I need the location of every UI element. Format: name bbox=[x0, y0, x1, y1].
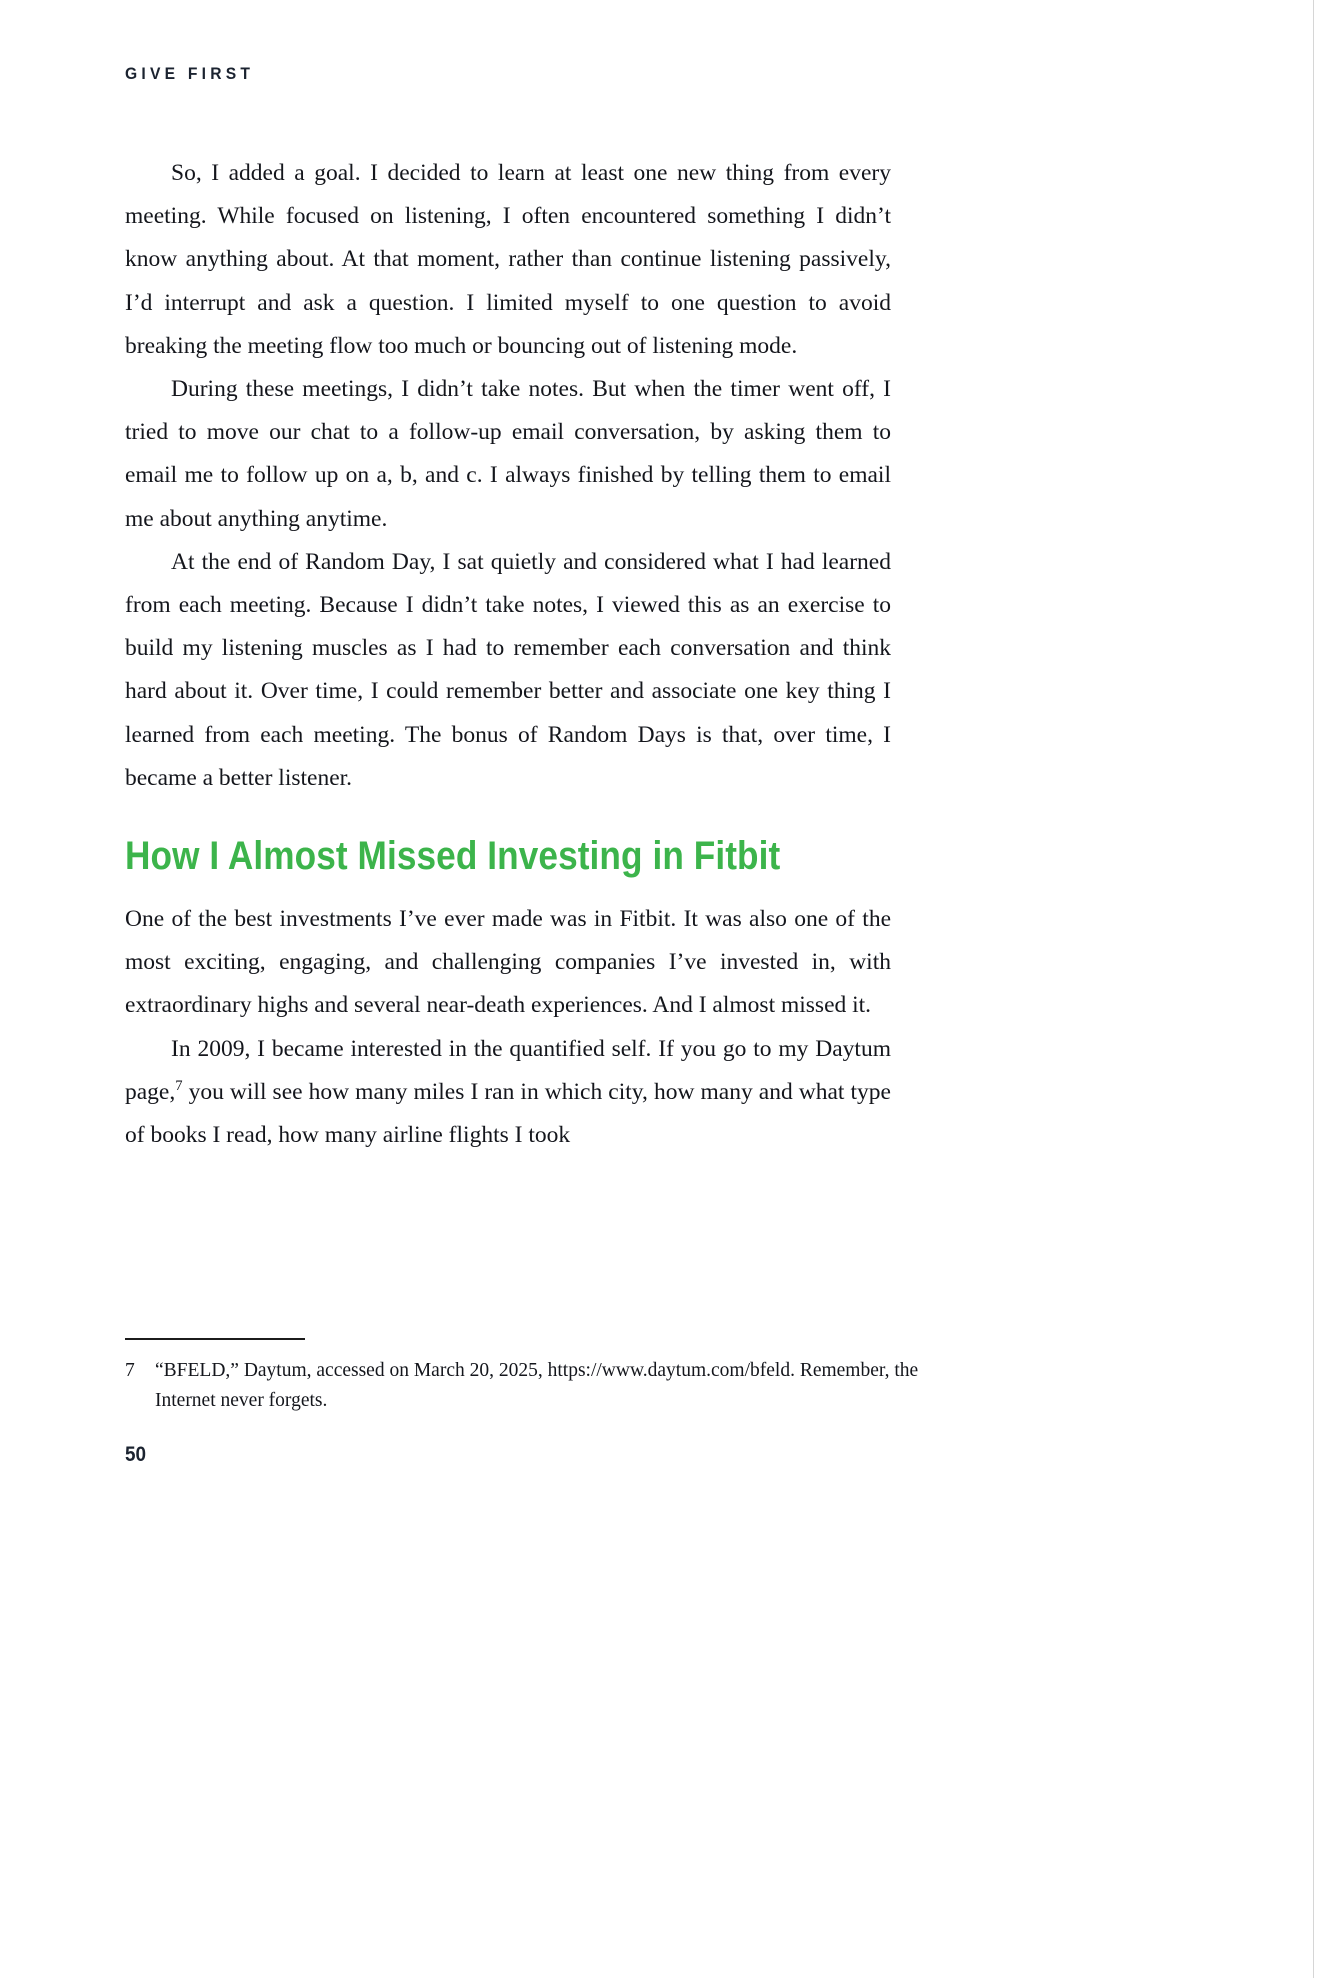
body-paragraph: So, I added a goal. I decided to learn at least one new thing from every meeting. While focused on listening, I often encountered something I didn’t know anything about. At that moment, rather than continue listening passively, I’d interrupt and ask a question. I limited myself to one question to avoid breaking the meeting flow too much or bouncing out of listening mode. bbox=[125, 160, 891, 359]
paragraph-text-after-footnote-ref: you will see how many miles I ran in which city, how many and what type of books I read, how many airline flights I took bbox=[125, 1078, 891, 1149]
footnote-separator-rule bbox=[125, 1338, 305, 1340]
body-paragraph: During these meetings, I didn’t take notes. But when the timer went off, I tried to move our chat to a follow-up email conversation, by asking them to email me to follow up on a, b, and c. I always finished by telling them to email me about anything anytime. bbox=[125, 376, 891, 532]
text-column bbox=[125, 152, 891, 1157]
section-heading-block bbox=[125, 800, 891, 898]
body-paragraph: At the end of Random Day, I sat quietly and considered what I had learned from each meeting. Because I didn’t take notes, I viewed this as an exercise to build my listening muscles as I had to remember each conversation and think hard about it. Over time, I could remember better and associate one key thing I learned from each meeting. The bonus of Random Days is that, over time, I became a better listener. bbox=[125, 548, 891, 791]
footnote-item bbox=[125, 1356, 1025, 1416]
running-head: GIVE FIRST bbox=[125, 64, 255, 83]
footnote-reference-marker[interactable]: 7 bbox=[175, 1078, 183, 1095]
footnote-text: “BFELD,” Daytum, accessed on March 20, 2025, https://www.daytum.com/bfeld. Remember, the Internet never forgets. bbox=[155, 1359, 919, 1411]
page-edge-rule bbox=[1313, 0, 1314, 1978]
footnote-area bbox=[125, 1338, 1025, 1416]
body-paragraph bbox=[125, 1028, 891, 1158]
footnote-marker: 7 bbox=[125, 1359, 135, 1381]
paragraph-text-before-footnote-ref: In 2009, I became interested in the quantified self. If you go to my Daytum page, bbox=[125, 1035, 891, 1105]
page-number: 50 bbox=[125, 1443, 147, 1466]
section-heading: How I Almost Missed Investing in Fitbit bbox=[125, 834, 781, 879]
body-paragraph: One of the best investments I’ve ever made was in Fitbit. It was also one of the most exciting, engaging, and challenging companies I’ve invested in, with extraordinary highs and several near-death experiences. And I almost missed it. bbox=[125, 906, 891, 1019]
